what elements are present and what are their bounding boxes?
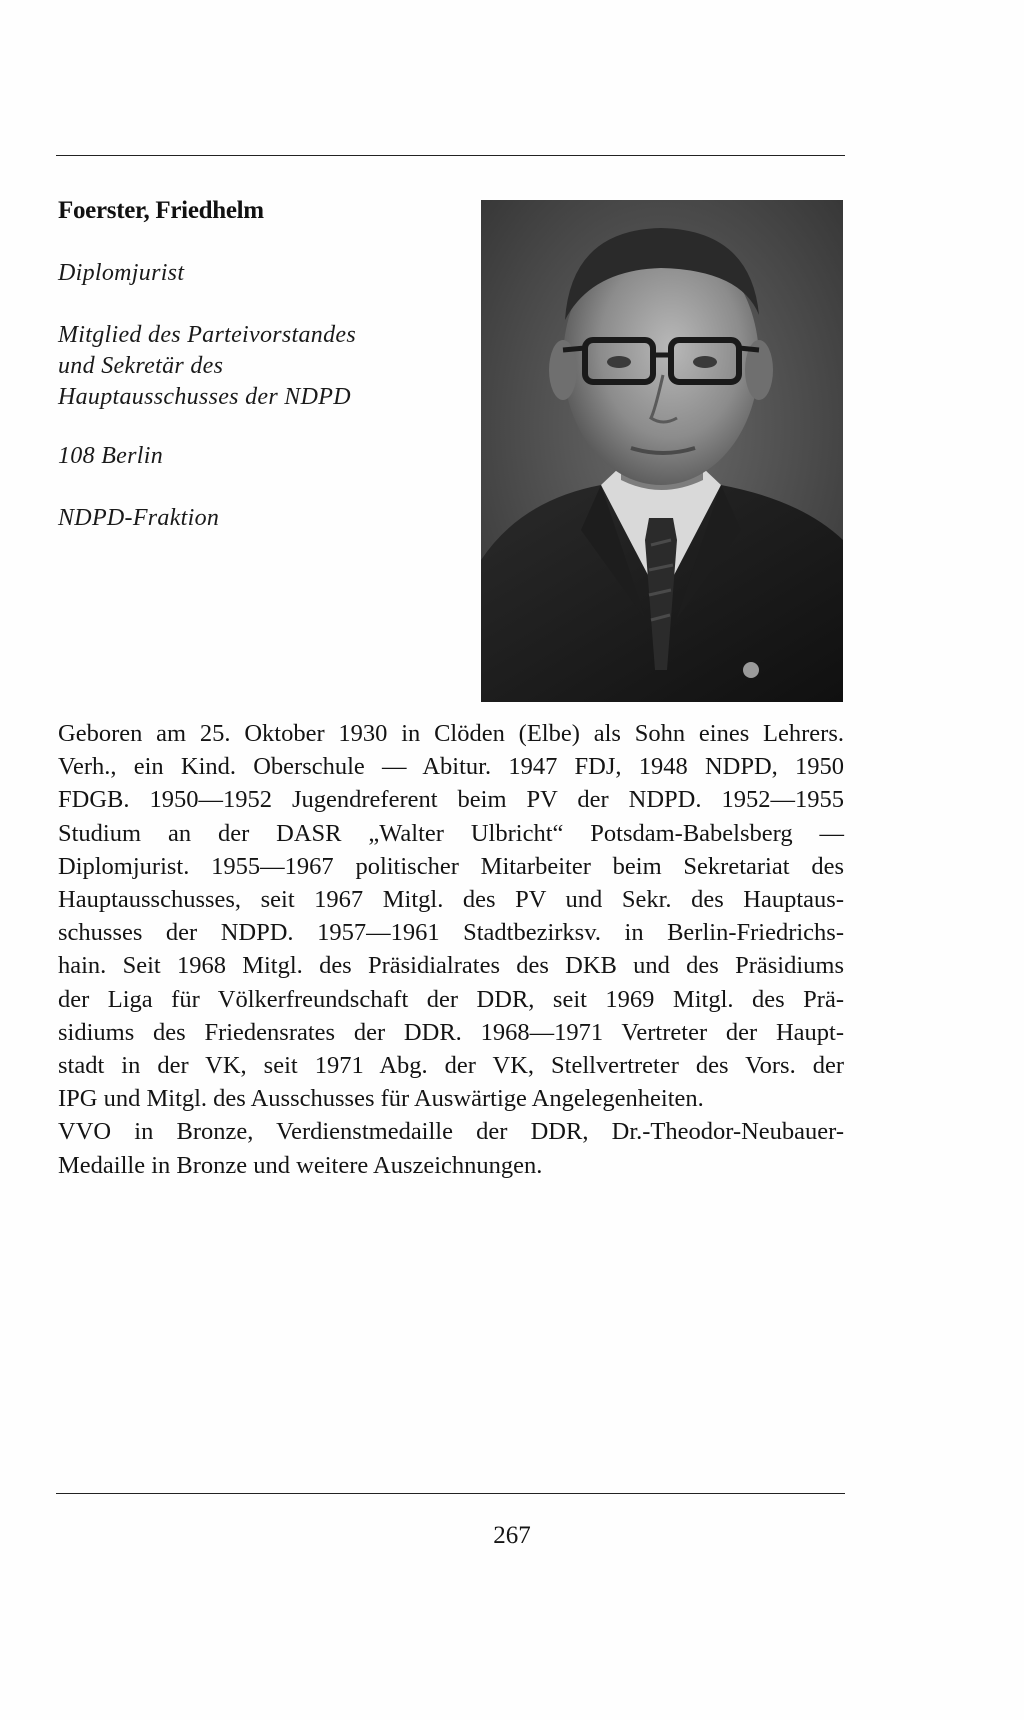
entry-city — [58, 441, 163, 472]
biography-line: schusses der NDPD. 1957—1961 Stadtbezirksv. in Berlin-Friedrichs- — [58, 919, 844, 947]
biography-line: VVO in Bronze, Verdienstmedaille der DDR, Dr.-Theodor-Neubauer- — [58, 1118, 844, 1146]
biography-line: stadt in der VK, seit 1971 Abg. der VK, Stellvertreter des Vors. der — [58, 1052, 844, 1080]
biography-line: Medaille in Bronze und weitere Auszeichnungen. — [58, 1151, 543, 1179]
entry-fraction-text: NDPD-Fraktion — [58, 505, 220, 531]
biography-line: Hauptausschusses, seit 1967 Mitgl. des PV und Sekr. des Hauptaus- — [58, 886, 844, 914]
biography-line: IPG und Mitgl. des Ausschusses für Auswärtige Angelegenheiten. — [58, 1085, 704, 1113]
top-rule — [56, 155, 845, 156]
role-line: Hauptausschusses der NDPD — [58, 384, 351, 410]
biography-line: Diplomjurist. 1955—1967 politischer Mitarbeiter beim Sekretariat des — [58, 852, 844, 880]
biography-line: sidiums des Friedensrates der DDR. 1968—1971 Vertreter der Haupt- — [58, 1018, 844, 1046]
biography-text — [58, 717, 844, 1182]
entry-title-text: Diplomjurist — [58, 260, 185, 286]
entry-fraction — [58, 503, 219, 534]
biography-line: hain. Seit 1968 Mitgl. des Präsidialrates des DKB und des Präsidiums — [58, 952, 844, 980]
biography-line: der Liga für Völkerfreundschaft der DDR, seit 1969 Mitgl. des Prä- — [58, 985, 844, 1013]
role-line: und Sekretär des — [58, 353, 224, 379]
role-line: Mitglied des Parteivorstandes — [58, 322, 356, 348]
entry-title — [58, 258, 184, 289]
portrait-illustration — [481, 200, 843, 702]
page-number: 267 — [493, 1522, 531, 1549]
biography-line: Studium an der DASR „Walter Ulbricht“ Potsdam-Babelsberg — — [58, 819, 844, 847]
portrait-photo — [481, 200, 843, 702]
biography-line: FDGB. 1950—1952 Jugendreferent beim PV der NDPD. 1952—1955 — [58, 786, 844, 814]
bottom-rule — [56, 1493, 845, 1494]
entry-roles — [58, 320, 356, 413]
biography-line: Geboren am 25. Oktober 1930 in Clöden (Elbe) als Sohn eines Lehrers. — [58, 720, 844, 747]
entry-name: Foerster, Friedhelm — [58, 197, 264, 224]
biography-line: Verh., ein Kind. Oberschule — Abitur. 1947 FDJ, 1948 NDPD, 1950 — [58, 753, 844, 781]
entry-city-text: 108 Berlin — [58, 443, 163, 469]
